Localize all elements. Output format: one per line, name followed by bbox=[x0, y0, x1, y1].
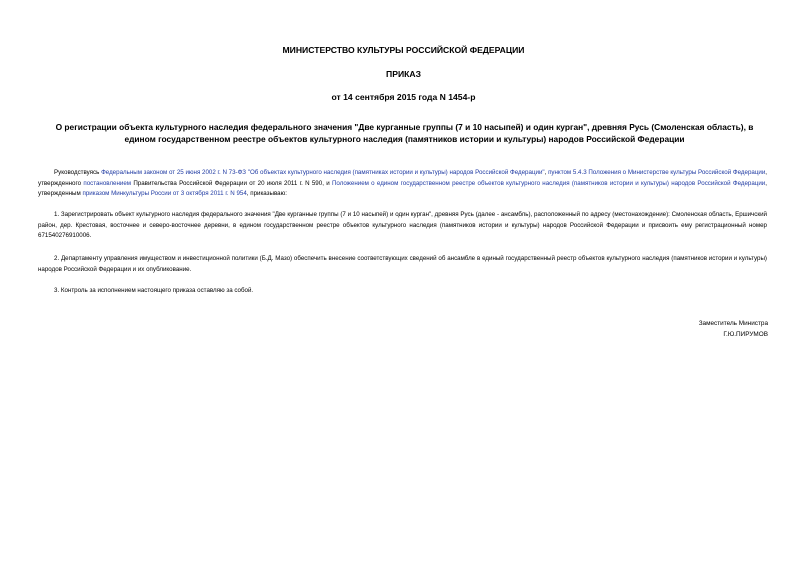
federal-law-link[interactable]: Федеральным законом от 25 июня 2002 г. N 73-ФЗ "Об объектах культурного наследия (памятниках истории и культуры) народов Российской Федерации" bbox=[101, 169, 545, 176]
preamble-paragraph bbox=[38, 168, 767, 200]
ministry-heading: МИНИСТЕРСТВО КУЛЬТУРЫ РОССИЙСКОЙ ФЕДЕРАЦИИ bbox=[282, 45, 525, 55]
preamble-text: Правительства Российской Федерации от 20 июля 2011 г. N 590, и bbox=[131, 179, 332, 187]
registry-regulation-link[interactable]: Положением о едином государственном реестре объектов культурного наследия (памятников истории и культуры) народов Российской Федерации bbox=[331, 179, 766, 187]
preamble-text: , утвержденного bbox=[38, 169, 768, 187]
preamble-text: , приказываю: bbox=[246, 190, 287, 198]
order-item-3: 3. Контроль за исполнением настоящего приказа оставляю за собой. bbox=[54, 287, 254, 294]
order-item-1: 1. Зарегистрировать объект культурного наследия федерального значения "Две курганные группы (7 и 10 насыпей) и один курган", древняя Русь (далее - ансамбль), расположенный по адресу (местонахождение): Смоленская область, Ершичский район, дер. Крестовая, восточнее и северо-восточнее деревни, в едином государственном реестре объектов культурного наследия (памятников истории и культуры) народов Российской Федерации и присвоить ему регистрационный номер 671540276910006. bbox=[38, 211, 767, 240]
document-type: ПРИКАЗ bbox=[386, 69, 421, 79]
preamble-text: , утвержденным bbox=[38, 179, 767, 198]
document-subject: О регистрации объекта культурного наследия федерального значения "Две курганные группы (7 и 10 насыпей) и один курган", древняя Русь (Смоленская область), в едином государственном реестре объектов культурного наследия (памятников истории и культуры) народов Российской Федерации bbox=[55, 122, 754, 144]
ministry-regulation-link[interactable]: пунктом 5.4.3 Положения о Министерстве культуры Российской Федерации bbox=[548, 169, 766, 176]
preamble-text: , bbox=[544, 169, 549, 176]
preamble-text: Руководствуясь bbox=[54, 169, 102, 176]
signature-name: Г.Ю.ПИРУМОВ bbox=[723, 331, 768, 338]
government-decree-link[interactable]: постановлением bbox=[83, 179, 132, 187]
document-date-number: от 14 сентября 2015 года N 1454-р bbox=[331, 92, 476, 102]
ministry-order-link[interactable]: приказом Минкультуры России от 3 октября 2011 г. N 954 bbox=[82, 190, 247, 198]
order-item-2: 2. Департаменту управления имуществом и инвестиционной политики (Б.Д. Мазо) обеспечить внесение соответствующих сведений об ансамбле в единый государственный реестр объектов культурного наследия (памятников истории и культуры) народов Российской Федерации и их опубликование. bbox=[38, 255, 767, 273]
signature-position: Заместитель Министра bbox=[698, 320, 768, 327]
